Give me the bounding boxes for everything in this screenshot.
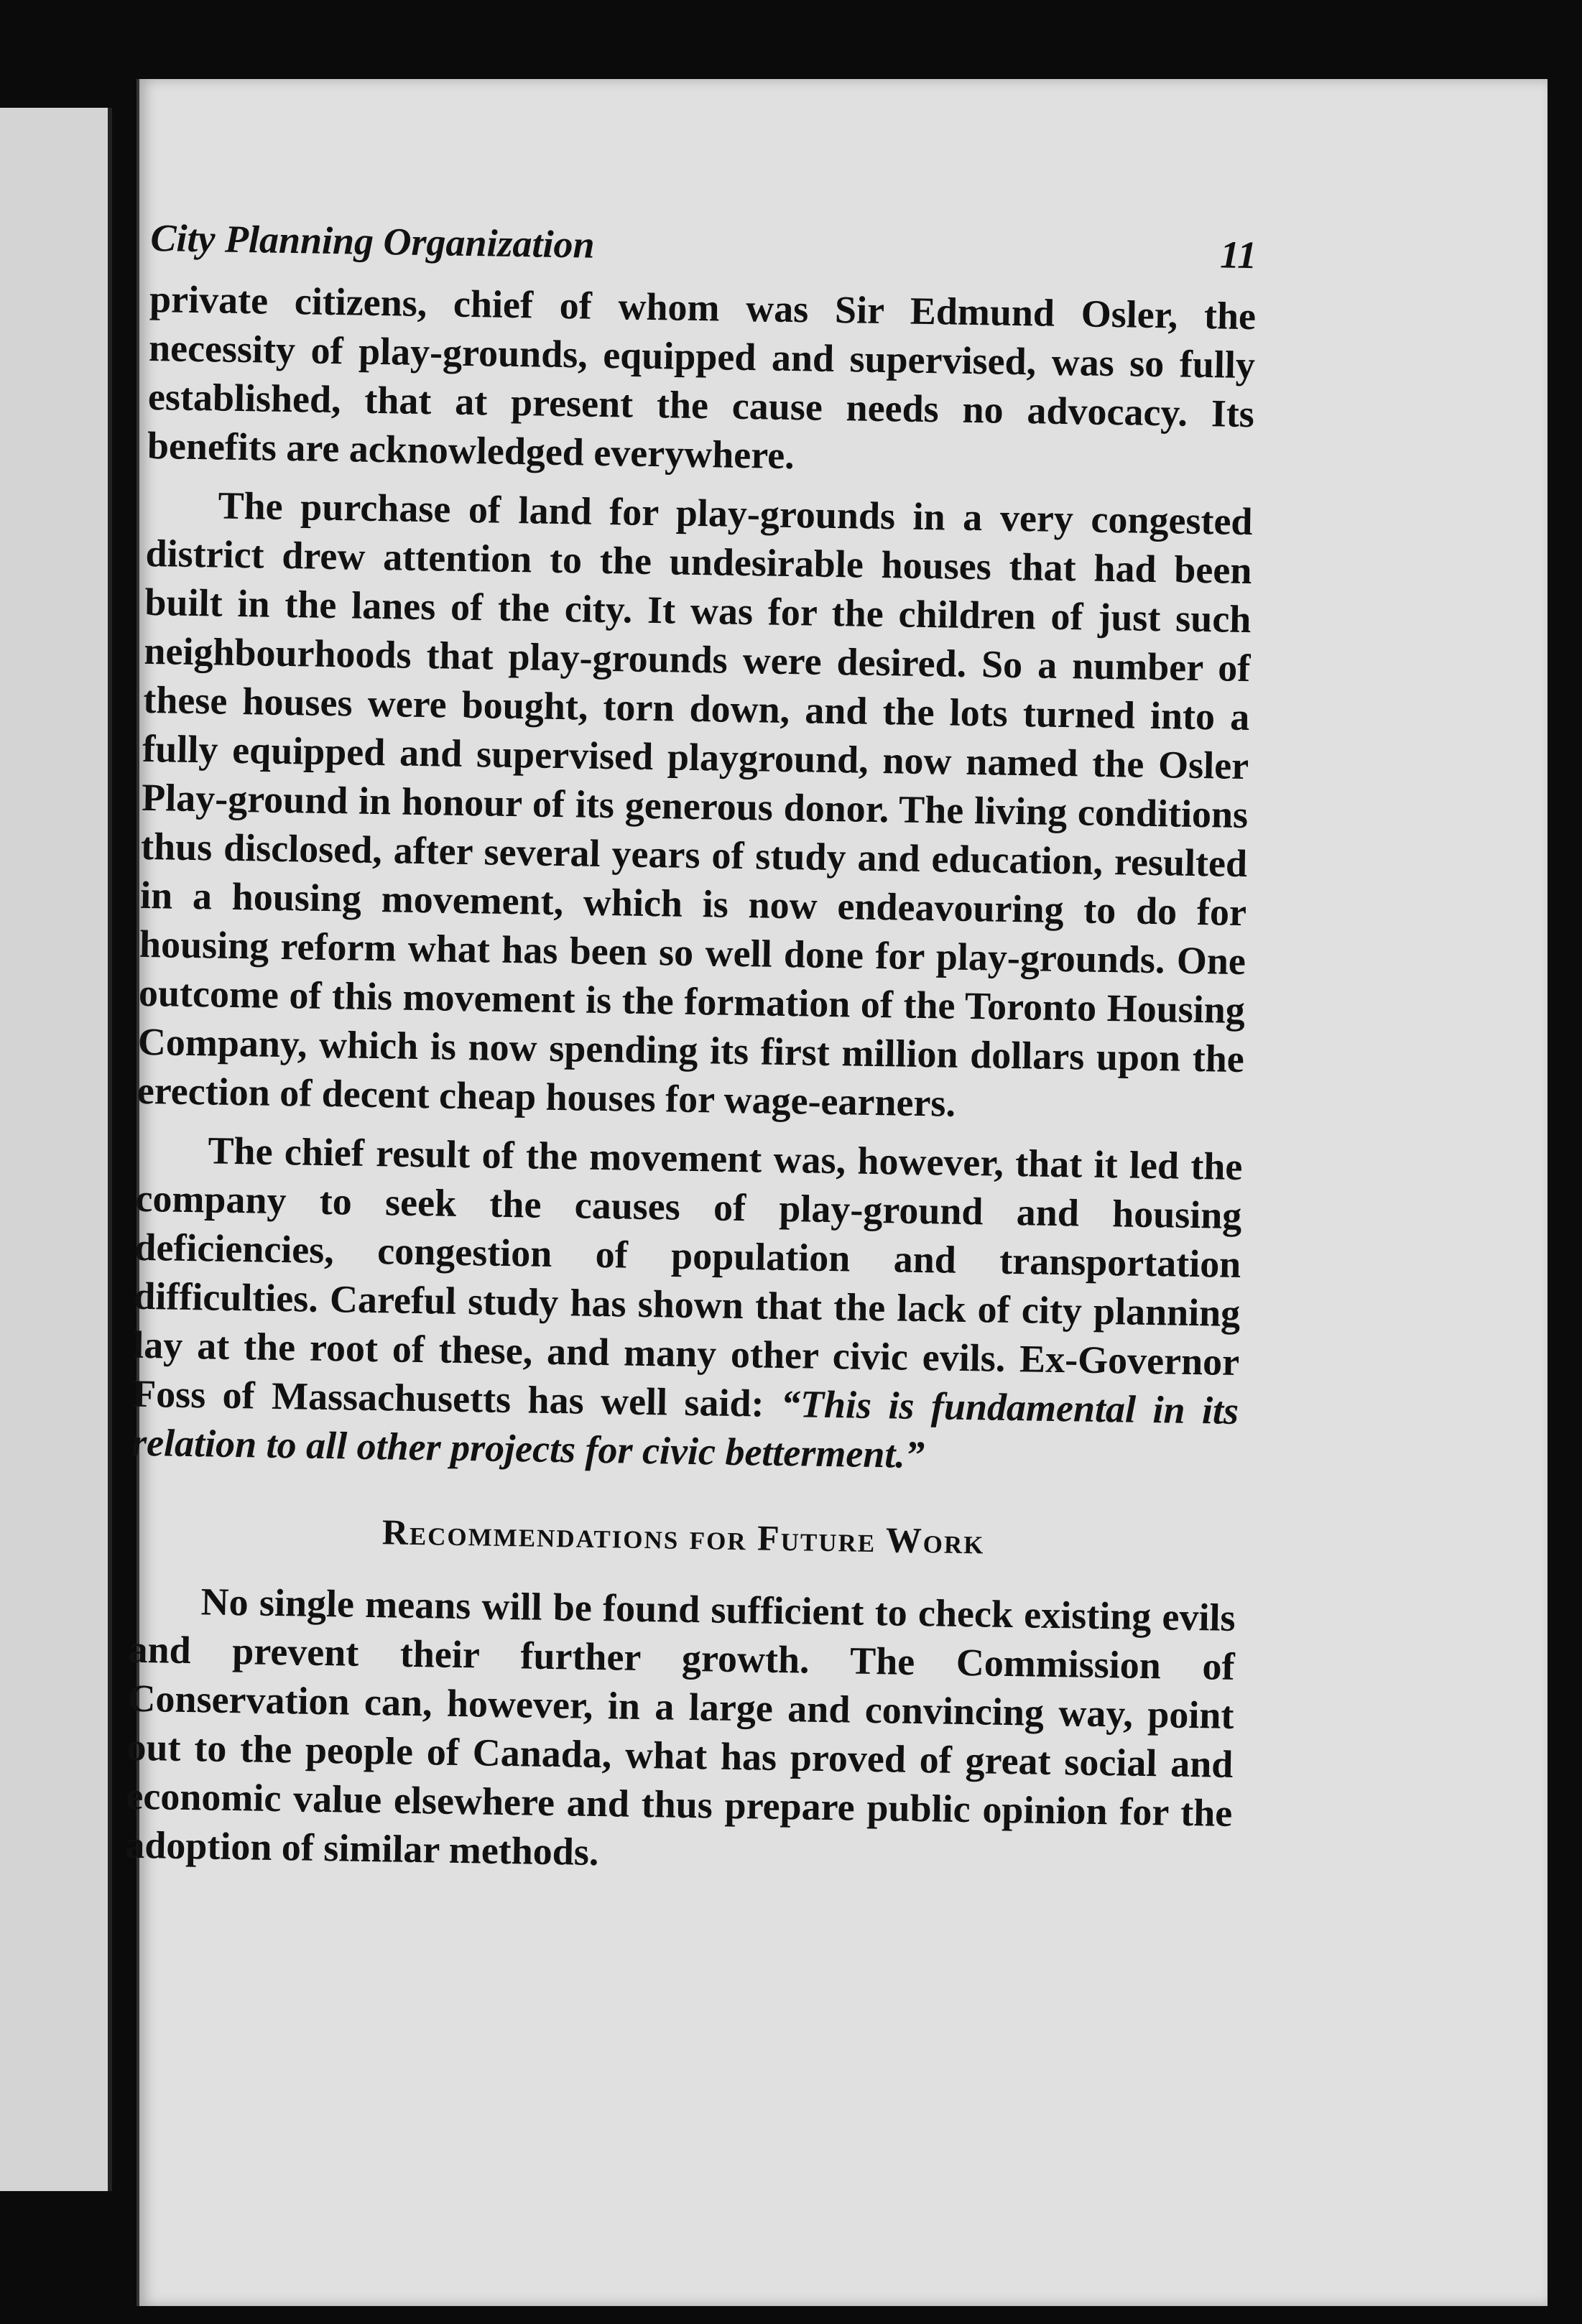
paragraph-2: The purchase of land for play-grounds in a very congested district drew attention to the undesirable houses that had been built in the lanes of the city. It was for the children of just such neighbourhoods that play-grounds were desired. So a number of these houses were bought, torn down, and the lots turned into a fully equipped and supervised playground, now named the Osler Play-ground in honour of its generous donor. The living conditions thus disclosed, after several years of study and education, resulted in a housing movement, which is now endeavouring to do for housing reform what has been so well done for play-grounds. One outcome of this movement is the formation of the Toronto Housing Company, which is now spending its first million dollars upon the erection of decent cheap houses for wage-earners. [137, 483, 1253, 1125]
left-page-edge [0, 108, 112, 2191]
paragraph-1: private citizens, chief of whom was Sir Edmund Osler, the necessity of play-grounds, equipped and supervised, was so fully established, that at present the cause needs no advocacy. Its benefits are acknowledged everywhere. [147, 277, 1257, 478]
paragraph-3-text: The chief result of the movement was, however, that it led the company to seek the causes of play-ground and housing deficiencies, congestion of population and transportation difficulties. Careful study has shown that the lack of city planning lay at the root of these, and many other civic evils. Ex-Governor Foss of Massachusetts has well said: [131, 1129, 1243, 1425]
page-number: 11 [1219, 233, 1257, 277]
section-heading: Recommendations for Future Work [381, 1511, 985, 1562]
paragraph-4: No single means will be found sufficient to check existing evils and prevent their further growth. The Commission of Conservation can, however, in a large and convincing way, point out to the people of Canada, what has proved of great social and economic value elsewhere and thus prepare public opinion for the adoption of similar methods. [124, 1580, 1236, 1874]
running-header-title: City Planning Organization [150, 216, 596, 267]
foss-quote: “This is fundamental in its relation to all other projects for civic betterment.” [131, 1381, 1239, 1477]
paragraph-3 [131, 1125, 1243, 1484]
page-content [125, 216, 1257, 1886]
